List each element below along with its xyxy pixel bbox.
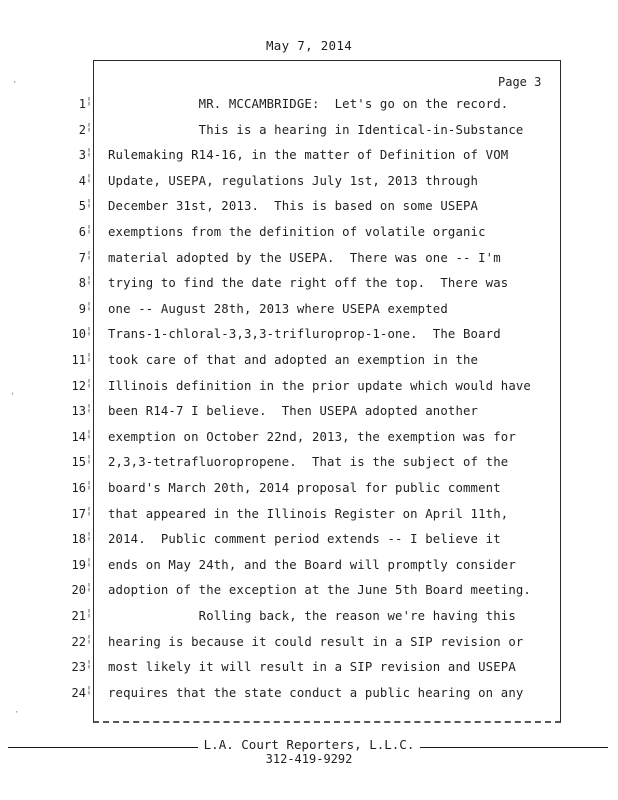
- line-number: 16: [71, 481, 86, 495]
- line-number: 20: [71, 583, 86, 597]
- line-number: 23: [71, 660, 86, 674]
- scan-speck-mark: ': [10, 392, 16, 402]
- line-text: 2,3,3-tetrafluoropropene. That is the subject of the: [108, 455, 509, 469]
- margin-tick: ¦: [86, 531, 93, 542]
- margin-tick: ¦: [86, 96, 93, 107]
- margin-tick: ¦: [86, 557, 93, 568]
- margin-tick: ¦: [86, 454, 93, 465]
- margin-tick: ¦: [86, 429, 93, 440]
- line-number: 17: [71, 507, 86, 521]
- scan-speck-mark: ·: [12, 78, 18, 88]
- line-text: one -- August 28th, 2013 where USEPA exempted: [108, 302, 448, 316]
- line-text: Update, USEPA, regulations July 1st, 2013 through: [108, 174, 479, 188]
- line-number: 9: [78, 302, 86, 316]
- margin-tick: ¦: [86, 659, 93, 670]
- margin-tick: ¦: [86, 122, 93, 133]
- line-number: 19: [71, 558, 86, 572]
- line-number: 10: [71, 327, 86, 341]
- line-text: MR. MCCAMBRIDGE: Let's go on the record.: [108, 97, 509, 111]
- line-text: December 31st, 2013. This is based on some USEPA: [108, 199, 479, 213]
- margin-tick: ¦: [86, 403, 93, 414]
- line-number: 7: [78, 251, 86, 265]
- line-text: requires that the state conduct a public hearing on any: [108, 686, 524, 700]
- line-number: 15: [71, 455, 86, 469]
- line-number: 3: [78, 148, 86, 162]
- line-number: 8: [78, 276, 86, 290]
- line-text: most likely it will result in a SIP revision and USEPA: [108, 660, 516, 674]
- line-text: ends on May 24th, and the Board will promptly consider: [108, 558, 516, 572]
- line-text: Rolling back, the reason we're having this: [108, 609, 516, 623]
- margin-tick: ¦: [86, 173, 93, 184]
- margin-tick: ¦: [86, 582, 93, 593]
- margin-tick: ¦: [86, 685, 93, 696]
- margin-tick: ¦: [86, 275, 93, 286]
- line-text: board's March 20th, 2014 proposal for public comment: [108, 481, 501, 495]
- margin-tick: ¦: [86, 224, 93, 235]
- line-text: adoption of the exception at the June 5th Board meeting.: [108, 583, 531, 597]
- margin-tick: ¦: [86, 480, 93, 491]
- header-date: May 7, 2014: [265, 38, 353, 53]
- line-number: 2: [78, 123, 86, 137]
- line-number: 18: [71, 532, 86, 546]
- margin-tick: ¦: [86, 608, 93, 619]
- line-number: 21: [71, 609, 86, 623]
- line-text: Trans-1-chloral-3,3,3-trifluroprop-1-one. The Board: [108, 327, 501, 341]
- footer-company: [0, 737, 618, 752]
- line-number: 24: [71, 686, 86, 700]
- margin-tick: ¦: [86, 326, 93, 337]
- footer-company-text: L.A. Court Reporters, L.L.C.: [198, 737, 421, 752]
- margin-tick: ¦: [86, 634, 93, 645]
- line-text: trying to find the date right off the top. There was: [108, 276, 509, 290]
- line-text: that appeared in the Illinois Register on April 11th,: [108, 507, 509, 521]
- line-number: 1: [78, 97, 86, 111]
- margin-tick: ¦: [86, 198, 93, 209]
- line-text: Illinois definition in the prior update which would have: [108, 379, 531, 393]
- margin-tick: ¦: [86, 378, 93, 389]
- footer-phone: 312-419-9292: [265, 752, 353, 766]
- line-text: 2014. Public comment period extends -- I believe it: [108, 532, 501, 546]
- scan-speck-mark: ·: [14, 708, 20, 718]
- line-number: 11: [71, 353, 86, 367]
- line-text: This is a hearing in Identical-in-Substance: [108, 123, 524, 137]
- line-text: hearing is because it could result in a SIP revision or: [108, 635, 524, 649]
- line-number: 14: [71, 430, 86, 444]
- margin-tick: ¦: [86, 147, 93, 158]
- margin-tick: ¦: [86, 506, 93, 517]
- line-text: exemptions from the definition of volatile organic: [108, 225, 486, 239]
- line-number: 6: [78, 225, 86, 239]
- line-number: 13: [71, 404, 86, 418]
- line-text: material adopted by the USEPA. There was one -- I'm: [108, 251, 501, 265]
- margin-tick: ¦: [86, 301, 93, 312]
- line-number: 12: [71, 379, 86, 393]
- line-number: 5: [78, 199, 86, 213]
- line-text: Rulemaking R14-16, in the matter of Definition of VOM: [108, 148, 509, 162]
- margin-tick: ¦: [86, 352, 93, 363]
- page-label: Page 3: [498, 75, 542, 89]
- margin-tick: ¦: [86, 250, 93, 261]
- line-number: 4: [78, 174, 86, 188]
- line-text: exemption on October 22nd, 2013, the exemption was for: [108, 430, 516, 444]
- line-text: been R14-7 I believe. Then USEPA adopted another: [108, 404, 479, 418]
- line-number: 22: [71, 635, 86, 649]
- line-text: took care of that and adopted an exemption in the: [108, 353, 479, 367]
